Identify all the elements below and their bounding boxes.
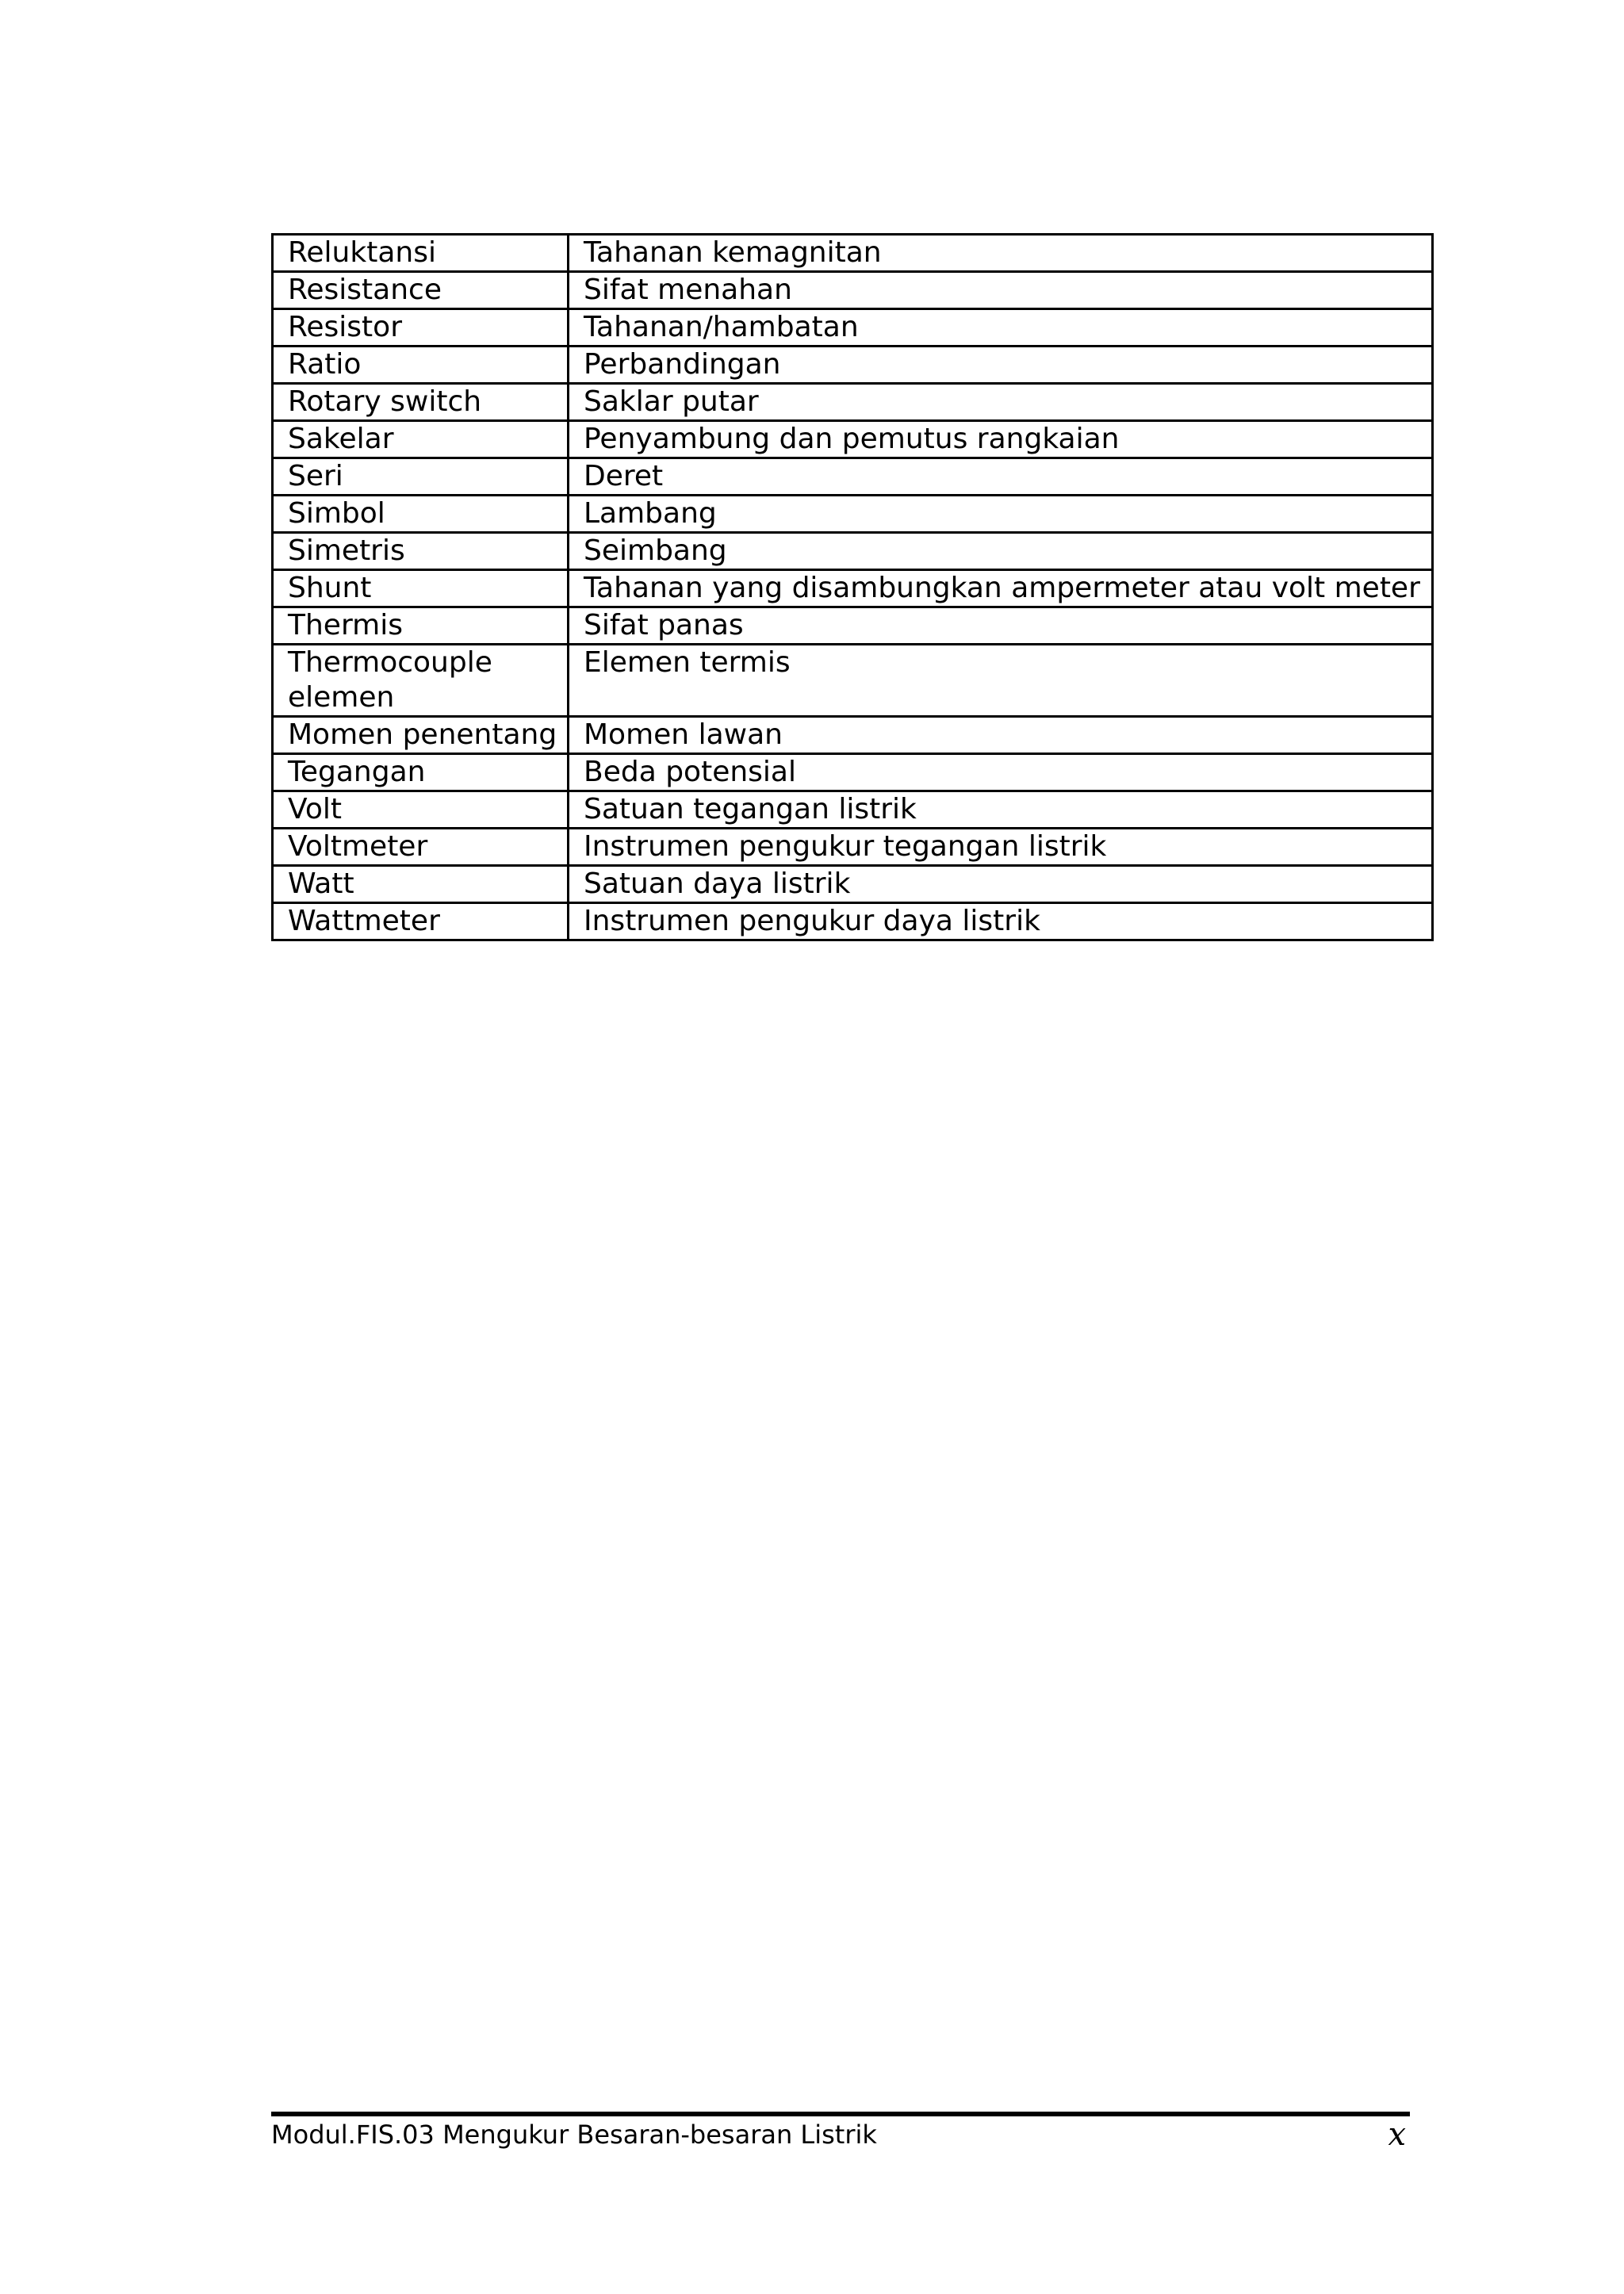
table-row — [273, 717, 1433, 754]
glossary-term: Resistor — [273, 309, 569, 347]
glossary-body — [273, 235, 1433, 940]
glossary-term: Shunt — [273, 570, 569, 607]
glossary-definition: Tahanan kemagnitan — [569, 235, 1433, 272]
table-row — [273, 754, 1433, 791]
table-row — [273, 458, 1433, 496]
table-row — [273, 533, 1433, 570]
table-row — [273, 570, 1433, 607]
glossary-term: Simbol — [273, 496, 569, 533]
table-row — [273, 347, 1433, 384]
table-row — [273, 384, 1433, 421]
glossary-term: Seri — [273, 458, 569, 496]
table-row — [273, 866, 1433, 903]
table-row — [273, 496, 1433, 533]
table-row — [273, 903, 1433, 940]
glossary-definition: Momen lawan — [569, 717, 1433, 754]
glossary-definition: Beda potensial — [569, 754, 1433, 791]
glossary-term: Simetris — [273, 533, 569, 570]
glossary-definition: Tahanan/hambatan — [569, 309, 1433, 347]
glossary-term: Voltmeter — [273, 829, 569, 866]
glossary-term: Volt — [273, 791, 569, 829]
glossary-definition: Penyambung dan pemutus rangkaian — [569, 421, 1433, 458]
glossary-definition: Satuan daya listrik — [569, 866, 1433, 903]
glossary-definition: Deret — [569, 458, 1433, 496]
footer-title: Modul.FIS.03 Mengukur Besaran-besaran Listrik — [271, 2120, 877, 2150]
glossary-term: Momen penentang — [273, 717, 569, 754]
glossary-definition: Tahanan yang disambungkan ampermeter atau volt meter — [569, 570, 1433, 607]
footer-divider — [271, 2112, 1410, 2116]
glossary-term: Thermocouple elemen — [273, 645, 569, 717]
glossary-definition: Lambang — [569, 496, 1433, 533]
glossary-term: Thermis — [273, 607, 569, 645]
glossary-term: Watt — [273, 866, 569, 903]
glossary-definition: Sifat panas — [569, 607, 1433, 645]
glossary-definition: Perbandingan — [569, 347, 1433, 384]
glossary-term: Ratio — [273, 347, 569, 384]
glossary-table — [271, 233, 1434, 941]
table-row — [273, 235, 1433, 272]
page-number: x — [1388, 2116, 1406, 2153]
glossary-definition: Instrumen pengukur daya listrik — [569, 903, 1433, 940]
glossary-definition: Instrumen pengukur tegangan listrik — [569, 829, 1433, 866]
glossary-term: Resistance — [273, 272, 569, 309]
glossary-term: Wattmeter — [273, 903, 569, 940]
glossary-term: Rotary switch — [273, 384, 569, 421]
glossary-definition: Seimbang — [569, 533, 1433, 570]
glossary-definition: Sifat menahan — [569, 272, 1433, 309]
glossary-definition: Saklar putar — [569, 384, 1433, 421]
glossary-definition: Satuan tegangan listrik — [569, 791, 1433, 829]
glossary-term: Tegangan — [273, 754, 569, 791]
table-row — [273, 309, 1433, 347]
glossary-term: Sakelar — [273, 421, 569, 458]
table-row — [273, 645, 1433, 717]
table-row — [273, 421, 1433, 458]
table-row — [273, 791, 1433, 829]
table-row — [273, 272, 1433, 309]
table-row — [273, 607, 1433, 645]
glossary-term: Reluktansi — [273, 235, 569, 272]
table-row — [273, 829, 1433, 866]
glossary-definition: Elemen termis — [569, 645, 1433, 717]
